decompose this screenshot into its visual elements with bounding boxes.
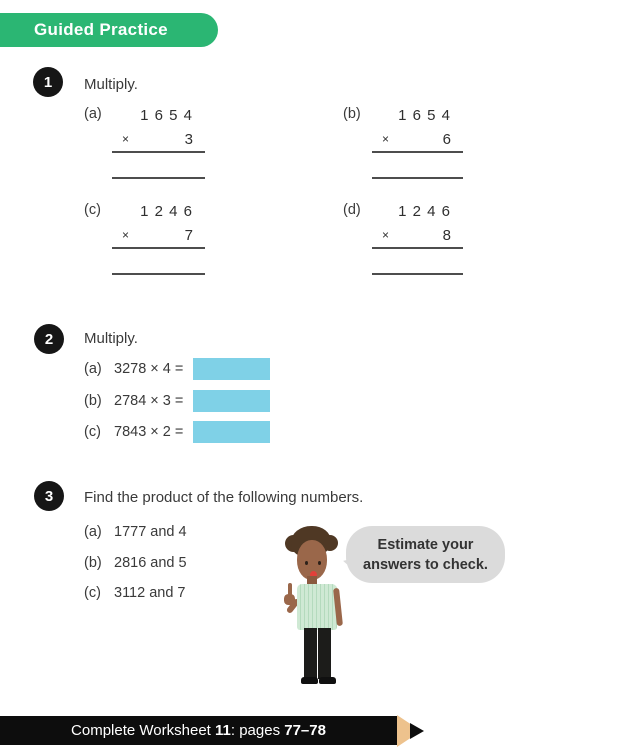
multiplier-row bbox=[112, 128, 205, 153]
multiplier-row bbox=[372, 128, 463, 153]
answer-box[interactable] bbox=[193, 390, 270, 412]
expression: 7843 × 2 = bbox=[114, 423, 184, 440]
q2-row-a bbox=[84, 357, 270, 380]
multiplier: 8 bbox=[442, 227, 451, 244]
question-2-prompt: Multiply. bbox=[84, 330, 138, 347]
speech-line-2: answers to check. bbox=[363, 557, 488, 573]
answer-line[interactable] bbox=[112, 249, 205, 275]
pants bbox=[304, 628, 317, 679]
footer-text-middle: : pages bbox=[230, 722, 285, 739]
worksheet-number: 11 bbox=[215, 722, 231, 739]
q3-row-c bbox=[84, 581, 186, 604]
pencil-tip-icon bbox=[410, 723, 424, 739]
expression: 3278 × 4 = bbox=[114, 360, 184, 377]
problem-c-label: (c) bbox=[84, 202, 101, 218]
item-label: (a) bbox=[84, 523, 102, 540]
question-3-badge: 3 bbox=[34, 481, 64, 511]
multiplier: 6 bbox=[442, 131, 451, 148]
shirt bbox=[297, 584, 337, 630]
answer-line[interactable] bbox=[112, 153, 205, 179]
question-1-prompt: Multiply. bbox=[84, 76, 138, 93]
problem-d bbox=[372, 200, 463, 275]
shoe bbox=[319, 677, 336, 684]
multiply-sign-icon: × bbox=[382, 228, 390, 242]
item-label: (c) bbox=[84, 423, 101, 440]
answer-box[interactable] bbox=[193, 421, 270, 443]
number-pair: 1777 and 4 bbox=[114, 523, 187, 540]
q2-row-c bbox=[84, 420, 270, 443]
worksheet-pages: 77–78 bbox=[284, 722, 326, 739]
question-1-badge: 1 bbox=[33, 67, 63, 97]
problem-a bbox=[112, 104, 205, 179]
answer-line[interactable] bbox=[372, 249, 463, 275]
eye bbox=[305, 561, 308, 565]
expression: 2784 × 3 = bbox=[114, 392, 184, 409]
multiply-sign-icon: × bbox=[382, 132, 390, 146]
question-3-prompt: Find the product of the following numbers. bbox=[84, 489, 364, 506]
q2-row-b bbox=[84, 389, 270, 412]
multiplicand: 1 6 5 4 bbox=[140, 107, 193, 124]
speech-bubble bbox=[346, 526, 505, 583]
banner-title: Guided Practice bbox=[34, 20, 168, 39]
answer-box[interactable] bbox=[193, 358, 270, 380]
question-2-badge: 2 bbox=[34, 324, 64, 354]
problem-a-label: (a) bbox=[84, 106, 102, 122]
student-character bbox=[280, 524, 344, 690]
number-pair: 2816 and 5 bbox=[114, 554, 187, 571]
item-label: (b) bbox=[84, 554, 102, 571]
q3-row-a bbox=[84, 520, 187, 543]
eye bbox=[318, 561, 321, 565]
shoe bbox=[301, 677, 318, 684]
item-label: (c) bbox=[84, 584, 101, 601]
problem-b bbox=[372, 104, 463, 179]
multiplier-row bbox=[372, 224, 463, 249]
multiply-sign-icon: × bbox=[122, 132, 130, 146]
q3-row-b bbox=[84, 551, 187, 574]
multiplier-row bbox=[112, 224, 205, 249]
number-pair: 3112 and 7 bbox=[114, 584, 186, 601]
problem-c bbox=[112, 200, 205, 275]
problem-d-label: (d) bbox=[343, 202, 361, 218]
multiplicand: 1 2 4 6 bbox=[140, 203, 193, 220]
problem-b-label: (b) bbox=[343, 106, 361, 122]
multiplicand: 1 6 5 4 bbox=[398, 107, 451, 124]
multiplicand: 1 2 4 6 bbox=[398, 203, 451, 220]
multiplier: 7 bbox=[184, 227, 193, 244]
guided-practice-banner bbox=[0, 13, 218, 47]
item-label: (a) bbox=[84, 360, 102, 377]
footer-text-prefix: Complete Worksheet bbox=[71, 722, 215, 739]
item-label: (b) bbox=[84, 392, 102, 409]
footer-banner bbox=[0, 716, 397, 745]
speech-line-1: Estimate your bbox=[377, 537, 474, 553]
pants bbox=[318, 628, 331, 679]
multiply-sign-icon: × bbox=[122, 228, 130, 242]
answer-line[interactable] bbox=[372, 153, 463, 179]
multiplier: 3 bbox=[184, 131, 193, 148]
